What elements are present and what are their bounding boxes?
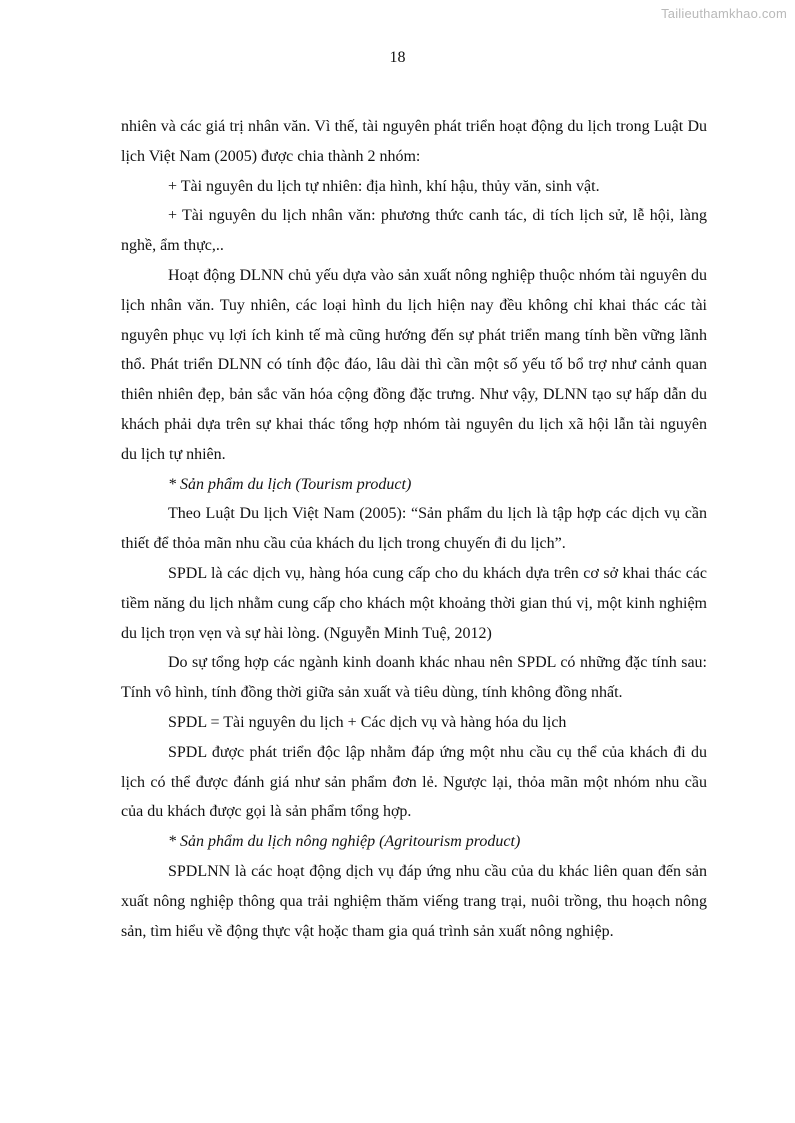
paragraph-spdl-characteristics: Do sự tổng hợp các ngành kinh doanh khác nhau nên SPDL có những đặc tính sau: Tính vô hình, tính đồng thời giữa sản xuất và tiêu dùng, tính không đồng nhất. xyxy=(121,654,707,702)
paragraph-law-definition: Theo Luật Du lịch Việt Nam (2005): “Sản phẩm du lịch là tập hợp các dịch vụ cần thiết để thỏa mãn nhu cầu của khách du lịch trong chuyến đi du lịch”. xyxy=(121,505,707,553)
paragraph-spdl-types: SPDL được phát triển độc lập nhằm đáp ứng một nhu cầu cụ thể của khách đi du lịch có thể được đánh giá như sản phẩm đơn lẻ. Ngược lại, thỏa mãn một nhóm nhu cầu của du khách được gọi là sản phẩm tổng hợp. xyxy=(121,743,707,821)
document-body xyxy=(121,112,707,946)
formula-line: SPDL = Tài nguyên du lịch + Các dịch vụ và hàng hóa du lịch xyxy=(168,713,567,731)
paragraph-spdlnn-definition: SPDLNN là các hoạt động dịch vụ đáp ứng nhu cầu của du khác liên quan đến sản xuất nông nghiệp thông qua trải nghiệm thăm viếng trang trại, nuôi trồng, thu hoạch nông sản, tìm hiểu về động thực vật hoặc tham gia quá trình sản xuất nông nghiệp. xyxy=(121,862,707,940)
page-number: 18 xyxy=(389,49,406,66)
paragraph-continuation: nhiên và các giá trị nhân văn. Vì thế, tài nguyên phát triển hoạt động du lịch trong Luật Du lịch Việt Nam (2005) được chia thành 2 nhóm: xyxy=(121,118,707,165)
section-heading-agritourism-product: * Sản phẩm du lịch nông nghiệp (Agritourism product) xyxy=(168,833,521,851)
paragraph-dlnn-activities: Hoạt động DLNN chủ yếu dựa vào sản xuất nông nghiệp thuộc nhóm tài nguyên du lịch nhân văn. Tuy nhiên, các loại hình du lịch hiện nay đều không chỉ khai thác các tài nguyên phục vụ lợi ích kinh tế mà cũng hướng đến sự phát triển mang tính bền vững lãnh thổ. Phát triển DLNN có tính độc đáo, lâu dài thì cần một số yếu tố bổ trợ như cảnh quan thiên nhiên đẹp, bản sắc văn hóa cộng đồng đặc trưng. Như vậy, DLNN tạo sự hấp dẫn du khách phải dựa trên sự khai thác tổng hợp nhóm tài nguyên du lịch xã hội lẫn tài nguyên du lịch tự nhiên. xyxy=(121,266,707,463)
watermark-text: Tailieuthamkhao.com xyxy=(661,6,787,21)
list-item-natural-resources: + Tài nguyên du lịch tự nhiên: địa hình, khí hậu, thủy văn, sinh vật. xyxy=(168,177,600,195)
section-heading-tourism-product: * Sản phẩm du lịch (Tourism product) xyxy=(168,475,412,493)
paragraph-spdl-definition: SPDL là các dịch vụ, hàng hóa cung cấp cho du khách dựa trên cơ sở khai thác các tiềm năng du lịch nhằm cung cấp cho khách một khoảng thời gian thú vị, một kinh nghiệm du lịch trọn vẹn và sự hài lòng. (Nguyễn Minh Tuệ, 2012) xyxy=(121,564,707,642)
list-item-cultural-resources: + Tài nguyên du lịch nhân văn: phương thức canh tác, di tích lịch sử, lễ hội, làng nghề, ẩm thực,.. xyxy=(121,207,707,255)
